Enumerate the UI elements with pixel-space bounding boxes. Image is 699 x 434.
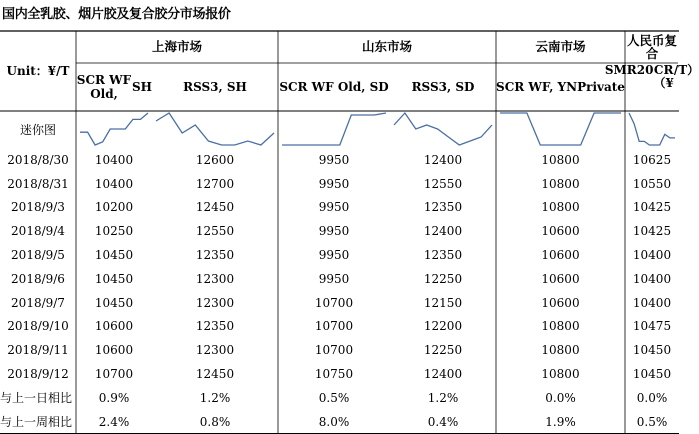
unit-label: Unit：¥/T	[6, 64, 70, 78]
market-group-header: 人民币复合	[626, 33, 677, 61]
price-value: 10450	[94, 295, 134, 310]
price-value: 10400	[632, 295, 672, 310]
price-value: 10600	[541, 224, 580, 239]
price-value: 12400	[423, 367, 463, 382]
sparkline-2	[156, 113, 274, 145]
change-value: 0.5%	[636, 414, 668, 429]
price-value: 10250	[94, 224, 134, 239]
change-value: 1.9%	[545, 414, 576, 429]
row-date: 2018/9/5	[11, 248, 65, 263]
change-value: 0.9%	[98, 390, 130, 405]
price-value: 10550	[632, 176, 672, 191]
price-value: 12700	[195, 176, 235, 191]
column-header: SCR WF, YN Private	[496, 80, 625, 94]
price-value: 12150	[423, 295, 463, 310]
market-group-header: 上海市场	[151, 39, 202, 54]
price-value: 12350	[423, 200, 463, 215]
price-value: 12200	[423, 319, 463, 334]
price-value: 10450	[632, 343, 672, 358]
price-value: 10700	[314, 343, 354, 358]
price-value: 10425	[632, 200, 672, 215]
row-date: 2018/9/10	[7, 319, 69, 334]
price-value: 10800	[541, 200, 580, 215]
market-group-header: 云南市场	[535, 39, 586, 54]
change-value: 1.2%	[199, 390, 231, 405]
change-value: 0.4%	[427, 414, 459, 429]
price-value: 10700	[94, 367, 134, 382]
sparkline-label: 迷你图	[19, 122, 56, 137]
price-value: 10450	[632, 367, 672, 382]
table-title: 国内全乳胶、烟片胶及复合胶分市场报价	[2, 7, 231, 22]
price-value: 10600	[94, 343, 134, 358]
change-value: 0.8%	[199, 414, 231, 429]
price-value: 12450	[195, 367, 235, 382]
price-value: 9950	[318, 176, 350, 191]
price-value: 9950	[318, 271, 350, 286]
price-value: 10800	[541, 176, 580, 191]
price-value: 10800	[541, 367, 580, 382]
price-value: 10700	[314, 295, 354, 310]
price-value: 9950	[318, 224, 350, 239]
column-header: RSS3, SH	[183, 80, 247, 94]
price-value: 12250	[423, 343, 463, 358]
change-value: 0.5%	[318, 390, 350, 405]
change-value: 2.4%	[98, 414, 130, 429]
price-value: 10450	[94, 248, 134, 263]
price-value: 10600	[541, 271, 580, 286]
price-value: 9950	[318, 200, 350, 215]
market-group-header: 山东市场	[361, 39, 412, 54]
change-label: 与上一日相比	[0, 390, 73, 405]
row-date: 2018/8/31	[7, 176, 69, 191]
price-value: 10800	[541, 343, 580, 358]
sparkline-6	[629, 113, 675, 145]
price-value: 10600	[541, 295, 580, 310]
price-value: 9950	[318, 152, 350, 167]
price-value: 12300	[195, 343, 235, 358]
price-value: 12450	[195, 200, 235, 215]
price-value: 10400	[632, 271, 672, 286]
column-header: SMR20 CR（¥ /T）	[604, 63, 699, 90]
price-value: 10600	[541, 248, 580, 263]
price-value: 12600	[195, 152, 235, 167]
price-value: 12400	[423, 152, 463, 167]
price-value: 10800	[541, 152, 580, 167]
price-value: 10475	[632, 319, 672, 334]
price-value: 12250	[423, 271, 463, 286]
column-header: SCR WF Old, SD	[279, 80, 389, 94]
price-value: 12350	[195, 248, 235, 263]
change-value: 8.0%	[318, 414, 350, 429]
price-value: 10400	[632, 248, 672, 263]
row-date: 2018/9/11	[7, 343, 69, 358]
row-date: 2018/8/30	[7, 152, 69, 167]
row-date: 2018/9/3	[11, 200, 65, 215]
row-date: 2018/9/4	[11, 224, 65, 239]
price-value: 12400	[423, 224, 463, 239]
price-value: 10800	[541, 319, 580, 334]
price-value: 12350	[423, 248, 463, 263]
sparkline-4	[394, 113, 492, 145]
price-value: 9950	[318, 248, 350, 263]
row-date: 2018/9/12	[7, 367, 69, 382]
change-value: 1.2%	[427, 390, 459, 405]
column-header: SCR WF Old, SH	[76, 73, 152, 101]
price-value: 10625	[632, 152, 672, 167]
price-value: 12350	[195, 319, 235, 334]
sparkline-5	[500, 113, 621, 145]
sparkline-1	[80, 113, 148, 145]
price-value: 10450	[94, 271, 134, 286]
row-date: 2018/9/7	[11, 295, 65, 310]
column-header: RSS3, SD	[411, 80, 475, 94]
price-value: 10425	[632, 224, 672, 239]
price-value: 10200	[94, 200, 134, 215]
change-label: 与上一周相比	[0, 414, 73, 429]
row-date: 2018/9/6	[11, 271, 65, 286]
change-value: 0.0%	[545, 390, 576, 405]
price-value: 12550	[195, 224, 235, 239]
price-value: 10600	[94, 319, 134, 334]
price-value: 10400	[94, 176, 134, 191]
change-value: 0.0%	[636, 390, 668, 405]
price-value: 10400	[94, 152, 134, 167]
price-value: 12300	[195, 271, 235, 286]
price-value: 10700	[314, 319, 354, 334]
price-value: 10750	[314, 367, 354, 382]
price-value: 12550	[423, 176, 463, 191]
price-value: 12300	[195, 295, 235, 310]
sparkline-3	[282, 113, 386, 145]
